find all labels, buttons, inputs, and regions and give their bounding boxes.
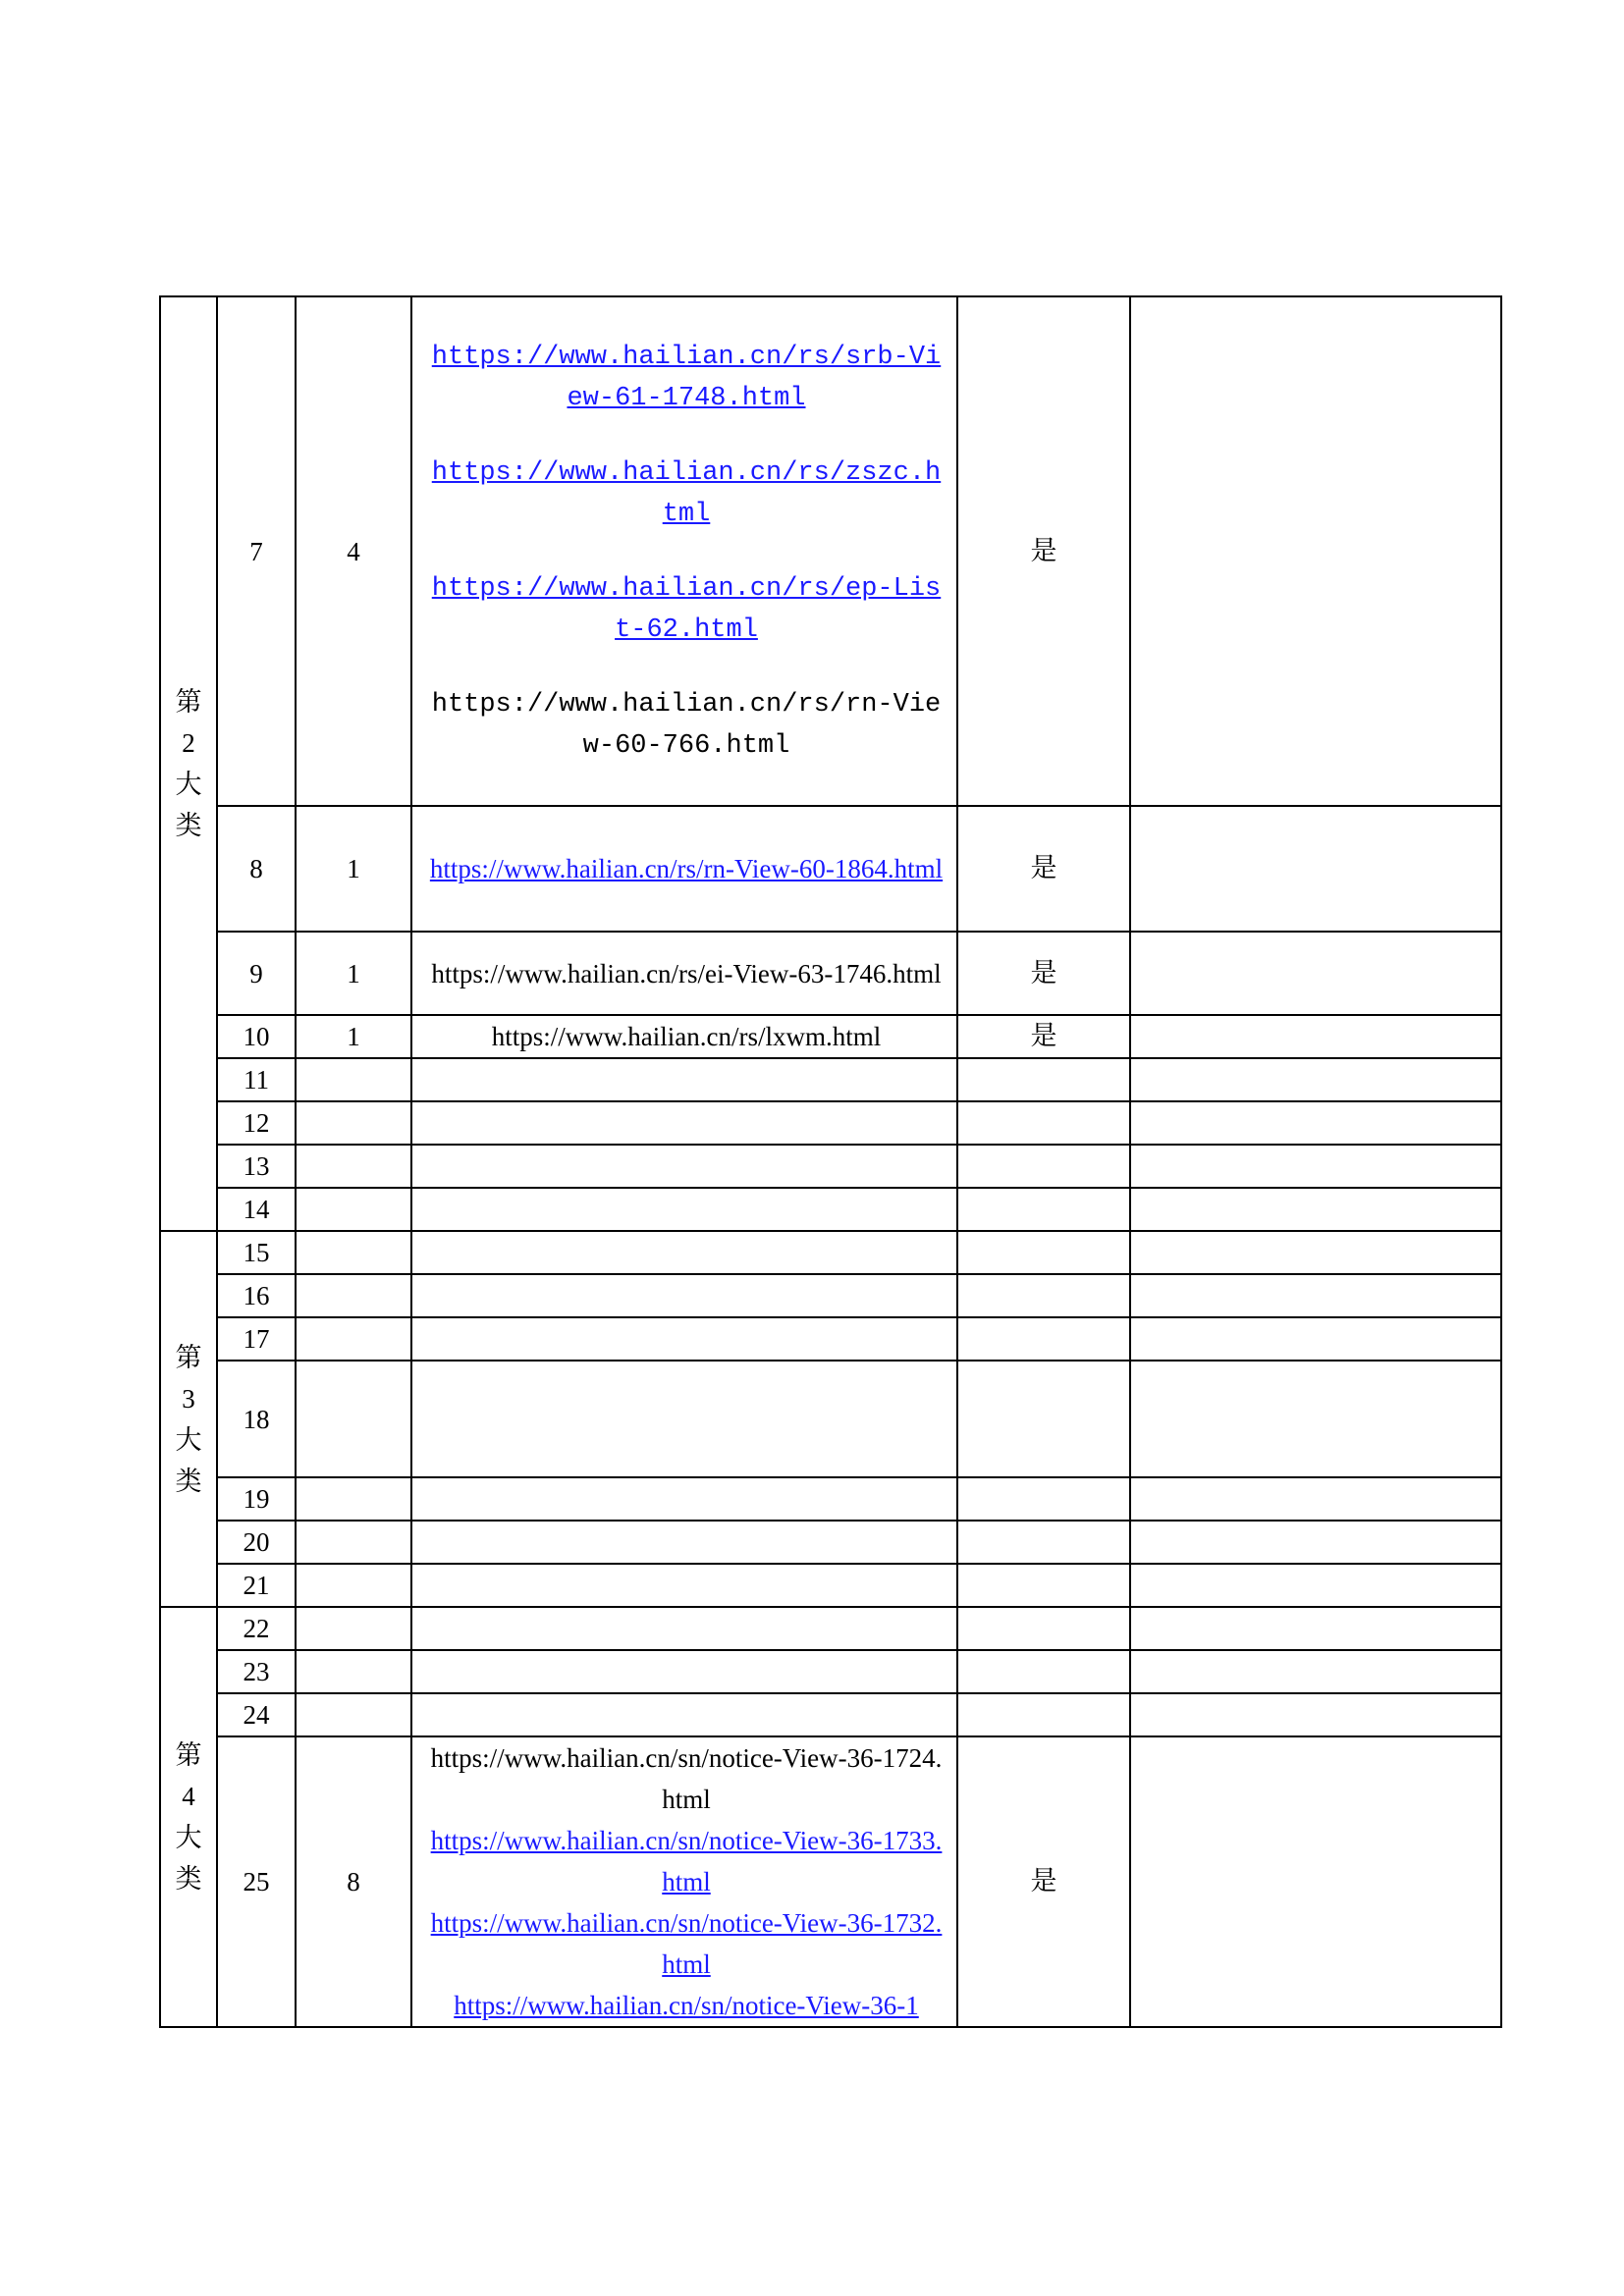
- check-mark: [957, 1274, 1130, 1317]
- url-count: [296, 1188, 411, 1231]
- row-number: 18: [217, 1361, 296, 1477]
- note-cell: [1130, 1693, 1501, 1736]
- table-row: [160, 932, 1501, 1015]
- row-number: 19: [217, 1477, 296, 1521]
- category-cell-4: [160, 1607, 217, 2027]
- note-cell: [1130, 1521, 1501, 1564]
- note-cell: [1130, 296, 1501, 806]
- url-cell: [411, 1274, 957, 1317]
- table-row: [160, 296, 1501, 806]
- note-cell: [1130, 1607, 1501, 1650]
- check-mark: 是: [957, 296, 1130, 806]
- row-number: 17: [217, 1317, 296, 1361]
- url-count: [296, 1361, 411, 1477]
- check-mark: [957, 1188, 1130, 1231]
- row-number: 13: [217, 1145, 296, 1188]
- url-link[interactable]: https://www.hailian.cn/rs/rn-View-60-1864.html: [429, 854, 944, 883]
- table-row: [160, 1145, 1501, 1188]
- url-count: 1: [296, 1015, 411, 1058]
- row-number: 16: [217, 1274, 296, 1317]
- url-cell: [411, 1231, 957, 1274]
- check-mark: 是: [957, 1736, 1130, 2027]
- row-number: 7: [217, 296, 296, 806]
- check-mark: [957, 1231, 1130, 1274]
- url-cell: [411, 1058, 957, 1101]
- url-count: [296, 1477, 411, 1521]
- check-mark: [957, 1564, 1130, 1607]
- check-mark: [957, 1058, 1130, 1101]
- row-number: 9: [217, 932, 296, 1015]
- url-cell: [411, 1317, 957, 1361]
- url-text: https://www.hailian.cn/sn/notice-View-36-1724.html: [430, 1743, 943, 1814]
- url-cell: [411, 1693, 957, 1736]
- table-row: [160, 1317, 1501, 1361]
- url-count: [296, 1564, 411, 1607]
- row-number: 12: [217, 1101, 296, 1145]
- row-number: 15: [217, 1231, 296, 1274]
- note-cell: [1130, 1564, 1501, 1607]
- url-count: 1: [296, 932, 411, 1015]
- row-number: 24: [217, 1693, 296, 1736]
- url-count: [296, 1607, 411, 1650]
- check-mark: [957, 1607, 1130, 1650]
- table-row: [160, 1607, 1501, 1650]
- url-cell: [411, 1477, 957, 1521]
- category-label: 第4大类: [175, 1740, 202, 1894]
- url-count: 4: [296, 296, 411, 806]
- url-cell: [411, 1145, 957, 1188]
- url-text: https://www.hailian.cn/rs/rn-View-60-766.html: [431, 689, 942, 761]
- url-cell: [411, 1736, 957, 2027]
- url-count: [296, 1231, 411, 1274]
- table-body: [160, 296, 1501, 2027]
- url-text: https://www.hailian.cn/rs/lxwm.html: [491, 1022, 882, 1051]
- note-cell: [1130, 1058, 1501, 1101]
- url-count: [296, 1274, 411, 1317]
- url-cell: [411, 1607, 957, 1650]
- url-link[interactable]: https://www.hailian.cn/sn/notice-View-36-1733.html: [430, 1826, 943, 1896]
- check-mark: [957, 1477, 1130, 1521]
- url-cell: [411, 1361, 957, 1477]
- table-row: [160, 1736, 1501, 2027]
- url-cell: [411, 1564, 957, 1607]
- url-inspection-table: [159, 295, 1502, 2028]
- note-cell: [1130, 1274, 1501, 1317]
- url-count: 8: [296, 1736, 411, 2027]
- url-count: [296, 1101, 411, 1145]
- note-cell: [1130, 1650, 1501, 1693]
- table-row: [160, 1231, 1501, 1274]
- category-cell-2: [160, 296, 217, 1231]
- url-count: [296, 1521, 411, 1564]
- row-number: 23: [217, 1650, 296, 1693]
- check-mark: [957, 1361, 1130, 1477]
- table-row: [160, 1188, 1501, 1231]
- check-mark: [957, 1693, 1130, 1736]
- url-text: https://www.hailian.cn/rs/ei-View-63-1746.html: [431, 958, 942, 988]
- url-cell: [411, 1015, 957, 1058]
- note-cell: [1130, 1736, 1501, 2027]
- url-link[interactable]: https://www.hailian.cn/rs/ep-List-62.html: [431, 573, 942, 645]
- url-count: [296, 1650, 411, 1693]
- row-number: 21: [217, 1564, 296, 1607]
- url-cell: [411, 932, 957, 1015]
- table-row: [160, 1650, 1501, 1693]
- url-cell: [411, 806, 957, 932]
- table-row: [160, 1015, 1501, 1058]
- category-label: 第3大类: [175, 1342, 202, 1496]
- row-number: 25: [217, 1736, 296, 2027]
- note-cell: [1130, 1145, 1501, 1188]
- url-cell: [411, 1101, 957, 1145]
- row-number: 11: [217, 1058, 296, 1101]
- check-mark: [957, 1521, 1130, 1564]
- url-link[interactable]: https://www.hailian.cn/sn/notice-View-36-1732.html: [430, 1908, 943, 1979]
- check-mark: 是: [957, 806, 1130, 932]
- url-link[interactable]: https://www.hailian.cn/rs/zszc.html: [431, 457, 942, 529]
- note-cell: [1130, 1477, 1501, 1521]
- url-link[interactable]: https://www.hailian.cn/sn/notice-View-36-1: [454, 1991, 919, 2020]
- table-row: [160, 1564, 1501, 1607]
- table-row: [160, 1058, 1501, 1101]
- row-number: 10: [217, 1015, 296, 1058]
- note-cell: [1130, 1188, 1501, 1231]
- url-count: [296, 1317, 411, 1361]
- url-count: 1: [296, 806, 411, 932]
- row-number: 14: [217, 1188, 296, 1231]
- table-row: [160, 1521, 1501, 1564]
- table-row: [160, 1101, 1501, 1145]
- note-cell: [1130, 806, 1501, 932]
- url-count: [296, 1693, 411, 1736]
- note-cell: [1130, 1231, 1501, 1274]
- note-cell: [1130, 1101, 1501, 1145]
- category-label: 第2大类: [175, 687, 202, 840]
- check-mark: [957, 1650, 1130, 1693]
- check-mark: 是: [957, 1015, 1130, 1058]
- url-cell: [411, 296, 957, 806]
- check-mark: [957, 1317, 1130, 1361]
- table-row: [160, 1361, 1501, 1477]
- check-mark: [957, 1101, 1130, 1145]
- note-cell: [1130, 1361, 1501, 1477]
- category-cell-3: [160, 1231, 217, 1607]
- row-number: 8: [217, 806, 296, 932]
- row-number: 22: [217, 1607, 296, 1650]
- table-row: [160, 806, 1501, 932]
- url-cell: [411, 1650, 957, 1693]
- check-mark: [957, 1145, 1130, 1188]
- table-row: [160, 1477, 1501, 1521]
- url-count: [296, 1058, 411, 1101]
- row-number: 20: [217, 1521, 296, 1564]
- note-cell: [1130, 1317, 1501, 1361]
- table-row: [160, 1274, 1501, 1317]
- check-mark: 是: [957, 932, 1130, 1015]
- table-row: [160, 1693, 1501, 1736]
- url-cell: [411, 1521, 957, 1564]
- note-cell: [1130, 1015, 1501, 1058]
- url-link[interactable]: https://www.hailian.cn/rs/srb-View-61-1748.html: [431, 342, 942, 413]
- note-cell: [1130, 932, 1501, 1015]
- url-count: [296, 1145, 411, 1188]
- url-cell: [411, 1188, 957, 1231]
